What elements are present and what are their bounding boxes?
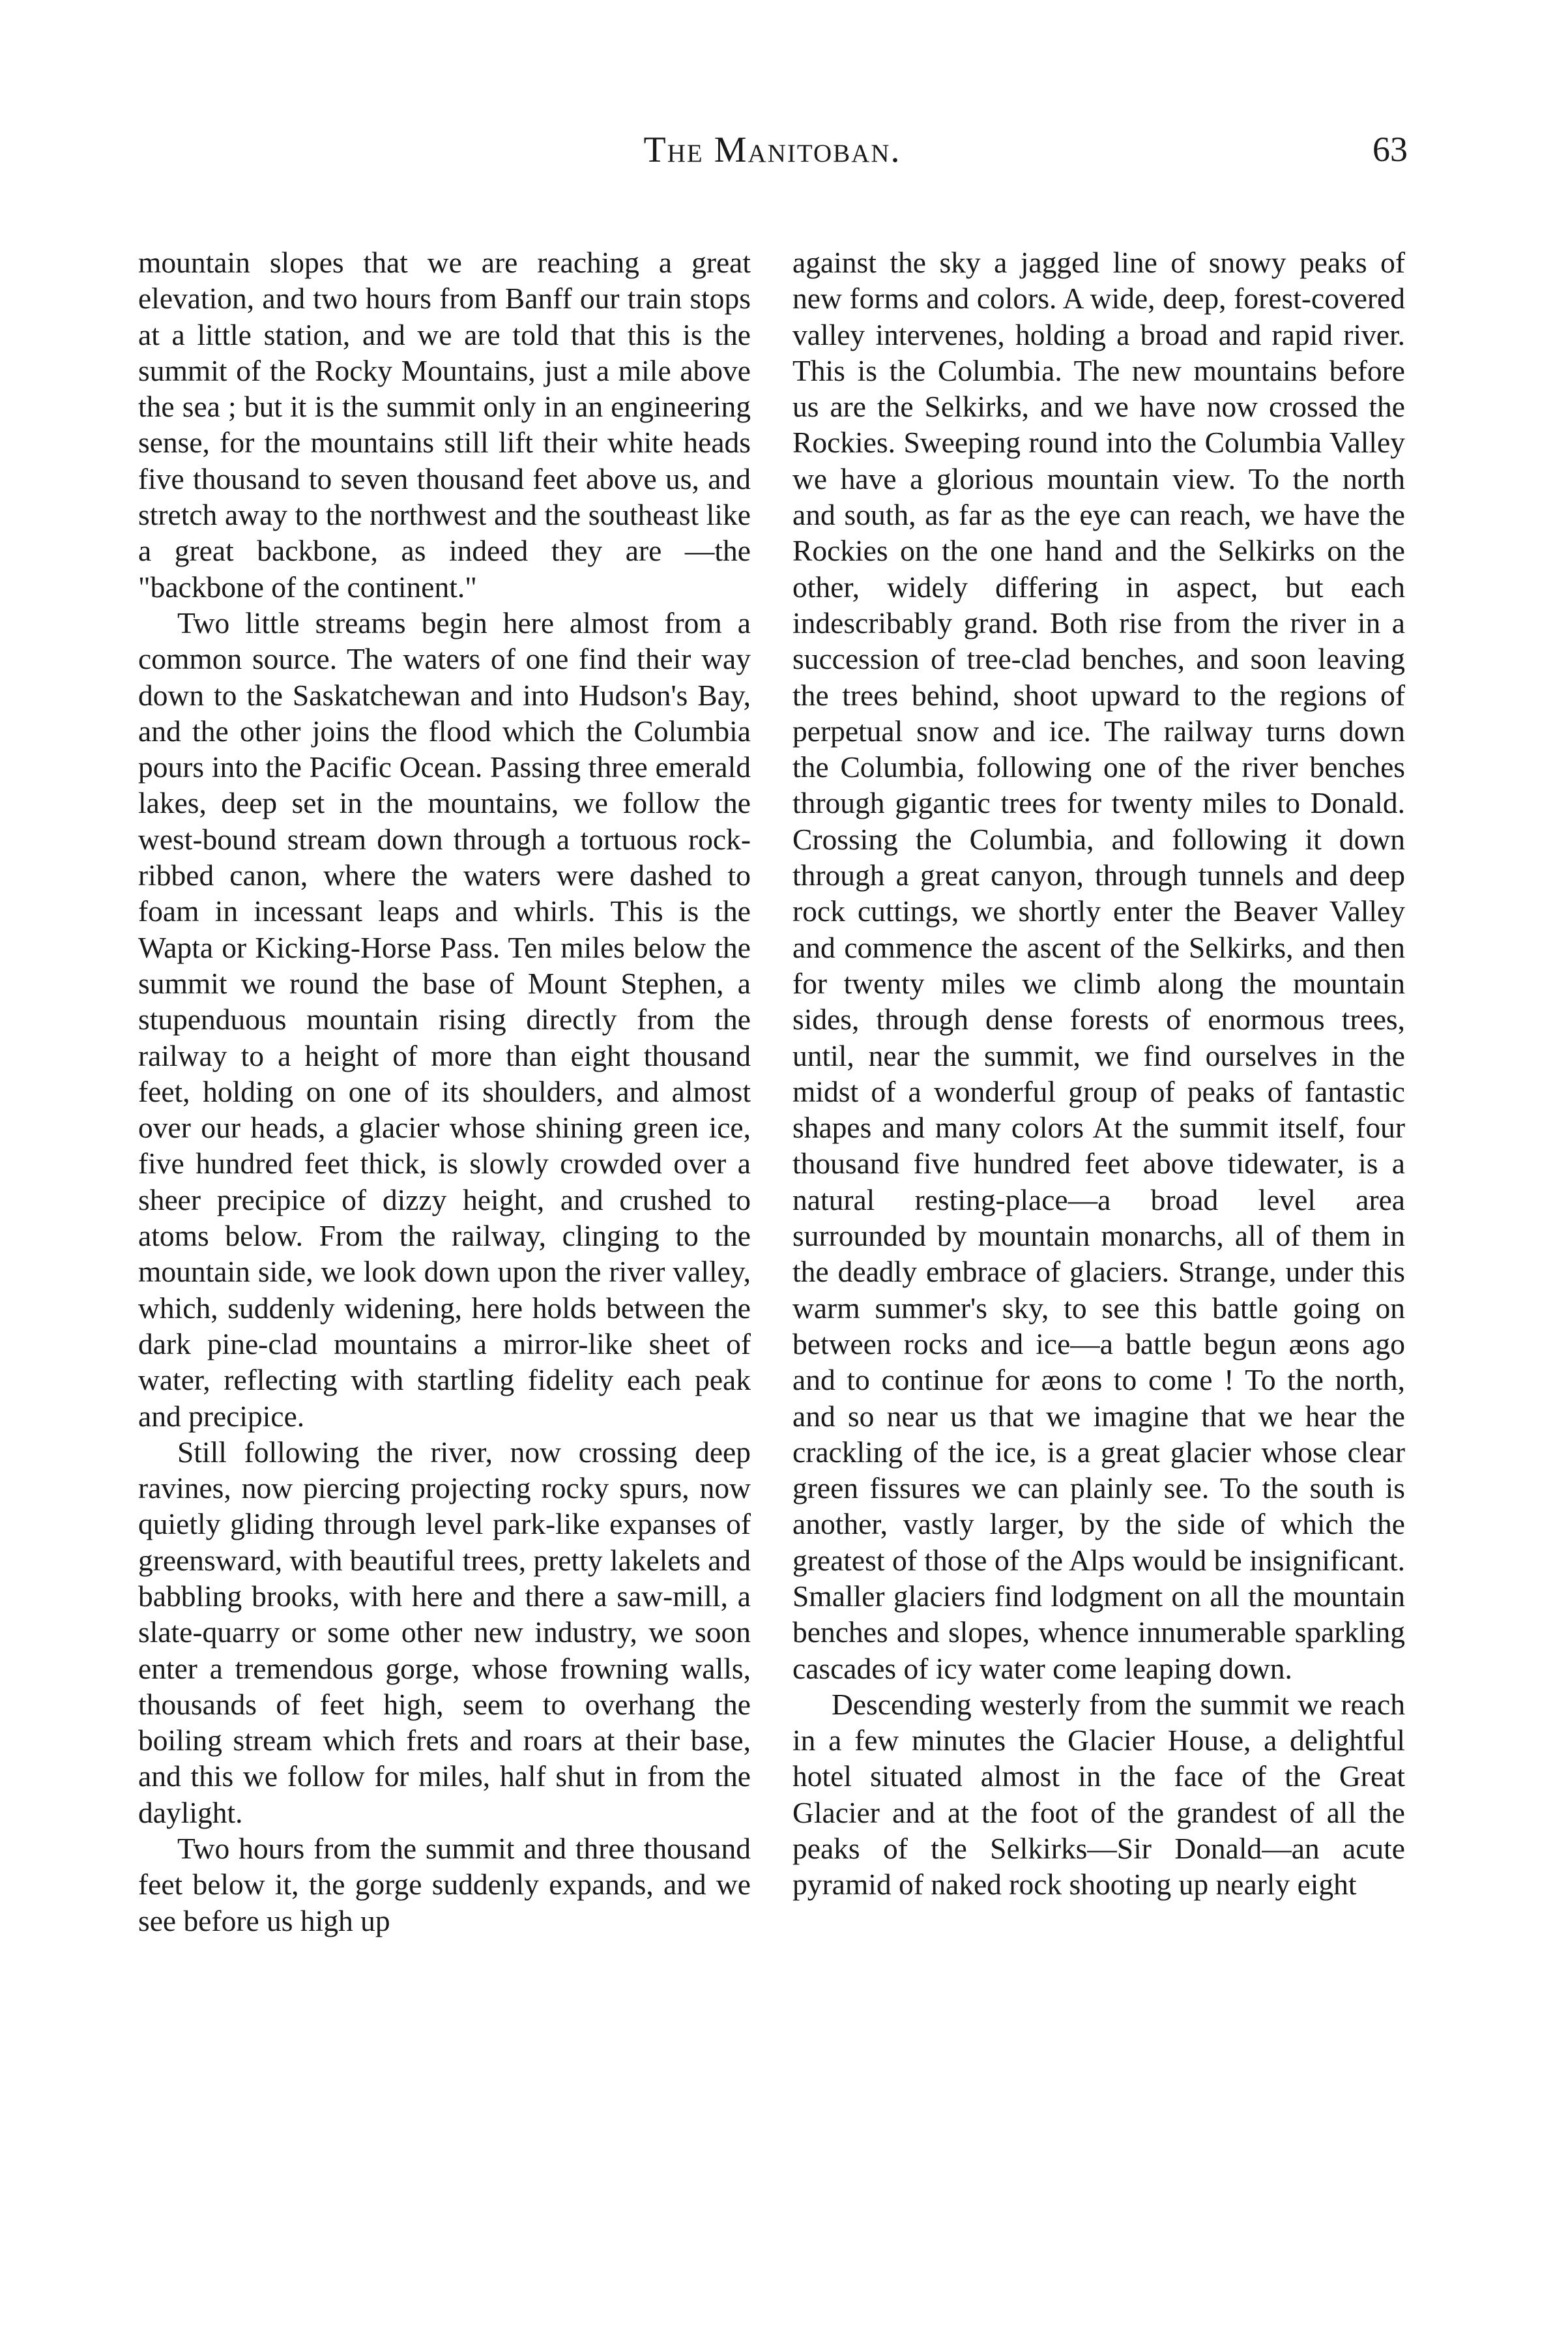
left-column <box>138 244 751 1939</box>
paragraph: Still following the river, now crossing deep ravines, now piercing projecting rocky spurs, now quietly gliding through level park-like expanses of greensward, with beautiful trees, pretty lakelets and babbling brooks, with here and there a saw-mill, a slate-quarry or some other new industry, we soon enter a tremendous gorge, whose frowning walls, thousands of feet high, seem to overhang the boiling stream which frets and roars at their base, and this we follow for miles, half shut in from the daylight. <box>138 1435 751 1829</box>
page-header <box>137 129 1408 181</box>
paragraph: Two little streams begin here almost from a common source. The waters of one find their way down to the Saskatchewan and into Hudson's Bay, and the other joins the flood which the Columbia pours into the Pacific Ocean. Passing three emerald lakes, deep set in the mountains, we follow the west-bound stream down through a tortuous rock-ribbed canon, where the waters were dashed to foam in incessant leaps and whirls. This is the Wapta or Kicking-Horse Pass. Ten miles below the summit we round the base of Mount Stephen, a stupenduous mountain rising directly from the railway to a height of more than eight thousand feet, holding on one of its shoulders, and almost over our heads, a glacier whose shining green ice, five hundred feet thick, is slowly crowded over a sheer precipice of dizzy height, and crushed to atoms below. From the railway, clinging to the mountain side, we look down upon the river valley, which, suddenly widening, here holds between the dark pine-clad mountains a mirror-like sheet of water, reflecting with startling fidelity each peak and precipice. <box>138 606 751 1433</box>
paragraph: Two hours from the summit and three thousand feet below it, the gorge suddenly expands, and we see before us high up <box>138 1832 751 1937</box>
paragraph: against the sky a jagged line of snowy peaks of new forms and colors. A wide, deep, forest-covered valley intervenes, holding a broad and rapid river. This is the Columbia. The new mountains before us are the Selkirks, and we have now crossed the Rockies. Sweeping round into the Columbia Valley we have a glorious mountain view. To the north and south, as far as the eye can reach, we have the Rockies on the one hand and the Selkirks on the other, widely differing in aspect, but each indescribably grand. Both rise from the river in a succession of tree-clad benches, and soon leaving the trees behind, shoot upward to the regions of perpetual snow and ice. The railway turns down the Columbia, following one of the river benches through gigantic trees for twenty miles to Donald. Crossing the Columbia, and following it down through a great canyon, through tunnels and deep rock cuttings, we shortly enter the Beaver Valley and commence the ascent of the Selkirks, and then for twenty miles we climb along the mountain sides, through dense forests of enormous trees, until, near the summit, we find ourselves in the midst of a wonderful group of peaks of fantastic shapes and many colors At the summit itself, four thousand five hundred feet above tidewater, is a natural resting-place—a broad level area surrounded by mountain monarchs, all of them in the deadly embrace of glaciers. Strange, under this warm summer's sky, to see this battle going on between rocks and ice—a battle begun æons ago and to continue for æons to come ! To the north, and so near us that we imagine that we hear the crackling of the ice, is a great glacier whose clear green fissures we can plainly see. To the south is another, vastly larger, by the side of which the greatest of those of the Alps would be insignificant. Smaller glaciers find lodgment on all the mountain benches and slopes, whence innumerable sparkling cascades of icy water come leaping down. <box>792 246 1405 1685</box>
running-title: The Manitoban. <box>643 130 901 170</box>
paragraph: Descending westerly from the summit we reach in a few minutes the Glacier House, a delightful hotel situated almost in the face of the Great Glacier and at the foot of the grandest of all the peaks of the Selkirks—Sir Donald—an acute pyramid of naked rock shooting up nearly eight <box>792 1687 1405 1902</box>
paragraph: mountain slopes that we are reaching a great elevation, and two hours from Banff our train stops at a little station, and we are told that this is the summit of the Rocky Mountains, just a mile above the sea ; but it is the summit only in an engineering sense, for the mountains still lift their white heads five thousand to seven thousand feet above us, and stretch away to the northwest and the southeast like a great backbone, as indeed they are —the "backbone of the continent." <box>138 246 751 604</box>
page-number: 63 <box>1372 130 1408 169</box>
right-column <box>792 244 1405 1903</box>
